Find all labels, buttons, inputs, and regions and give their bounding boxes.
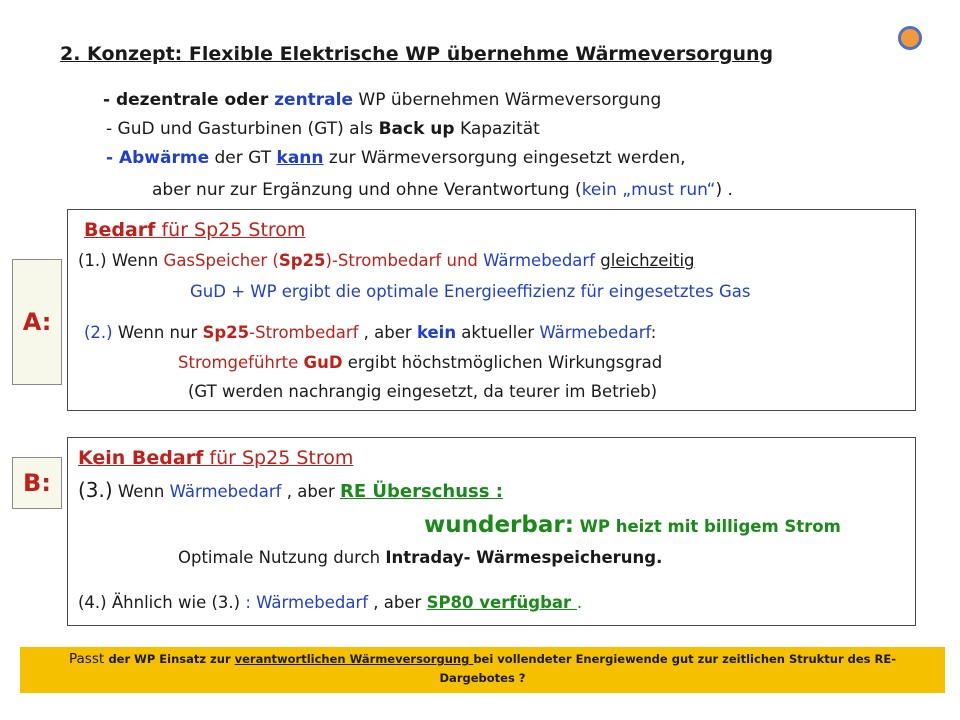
section-b-point-3: (3.) Wenn Wärmebedarf , aber RE Überschuss :	[78, 478, 503, 502]
section-b-label: B:	[12, 457, 62, 509]
intro-line-1: - dezentrale oder zentrale WP übernehmen Wärmeversorgung	[103, 90, 662, 110]
intro-line-2: - GuD und Gasturbinen (GT) als Back up Kapazität	[106, 119, 540, 139]
section-b-heading: Kein Bedarf für Sp25 Strom	[78, 447, 354, 469]
section-a-point-2-result: Stromgeführte GuD ergibt höchstmöglichen Wirkungsgrad	[178, 353, 663, 372]
section-a-heading: Bedarf für Sp25 Strom	[84, 219, 306, 241]
orange-circle-icon	[898, 26, 922, 50]
section-b-point-4: (4.) Ähnlich wie (3.) : Wärmebedarf , aber SP80 verfügbar .	[78, 593, 583, 612]
footer-banner	[20, 647, 945, 693]
section-a-point-2-note: (GT werden nachrangig eingesetzt, da teurer im Betrieb)	[188, 382, 658, 401]
section-a-point-1-result: GuD + WP ergibt die optimale Energieeffizienz für eingesetztes Gas	[190, 282, 751, 301]
section-b-point-3-note: Optimale Nutzung durch Intraday- Wärmespeicherung.	[178, 548, 663, 567]
intro-line-3: - Abwärme der GT kann zur Wärmeversorgung eingesetzt werden,	[106, 148, 686, 168]
footer-line-1: Passt der WP Einsatz zur verantwortlichen Wärmeversorgung bei vollendeter Energiewende gut zur zeitlichen Struktur des RE-	[68, 651, 897, 667]
section-a-box	[67, 209, 916, 411]
section-a-point-2: (2.) Wenn nur Sp25-Strombedarf , aber kein aktueller Wärmebedarf:	[84, 323, 657, 342]
page-title: 2. Konzept: Flexible Elektrische WP übernehme Wärmeversorgung	[60, 43, 774, 65]
section-b-box	[67, 437, 916, 626]
intro-line-4: aber nur zur Ergänzung und ohne Verantwortung (kein „must run“) .	[152, 180, 733, 200]
section-b-point-3-result: wunderbar: WP heizt mit billigem Strom	[424, 512, 841, 538]
footer-line-2: Dargebotes ?	[439, 671, 526, 685]
section-a-label: A:	[12, 259, 62, 385]
section-a-point-1: (1.) Wenn GasSpeicher (Sp25)-Strombedarf und Wärmebedarf gleichzeitig	[78, 251, 695, 270]
